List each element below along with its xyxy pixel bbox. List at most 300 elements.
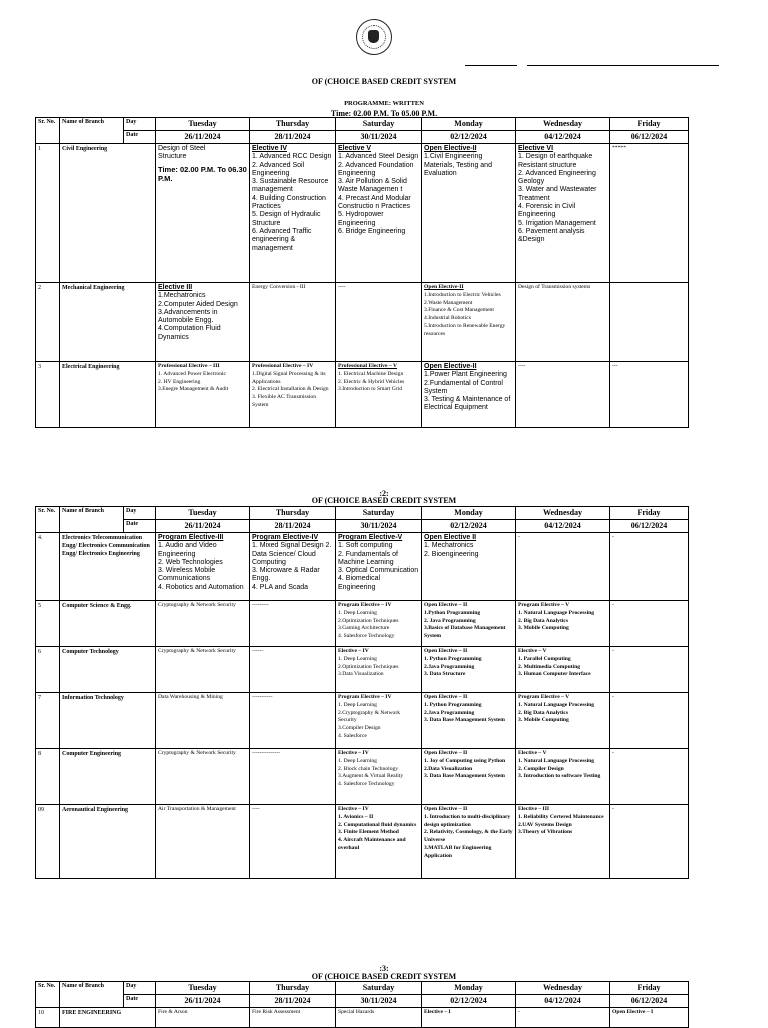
elective-heading: Elective III	[158, 284, 193, 291]
subject-line: 1. Parallel Computing	[518, 655, 571, 662]
subject-line: 3. Microware & Radar Engg.	[252, 567, 320, 583]
column-header-day-4: Wednesday	[516, 982, 610, 995]
subject-line: 2. Bioengineering	[424, 550, 479, 558]
subject-line: 3. Flexible AC Transmission System	[252, 394, 317, 408]
subject-line: 1.Power Plant Engineering	[424, 371, 507, 379]
subject-line: 5. Design of Hydraulic Structure	[252, 211, 321, 227]
elective-heading: Open Elective-II	[424, 363, 477, 370]
column-header-date-1: 28/11/2024	[250, 995, 336, 1008]
exam-subject-cell	[156, 533, 250, 601]
subject-line: Structure	[158, 153, 187, 161]
elective-heading: Elective – V	[518, 750, 547, 756]
column-header-day-3: Monday	[422, 118, 516, 131]
subject-line: 4. Building Construction Practices	[252, 194, 326, 211]
subject-line: 2.Data Visualization	[424, 765, 473, 772]
exam-subject-cell	[250, 283, 336, 362]
subject-line: -----------	[252, 694, 273, 700]
branch-row	[36, 362, 689, 428]
subject-line: 3. Human Computer Interface	[518, 671, 591, 678]
subject-line: 3.Enegre Management & Audit	[158, 386, 229, 393]
branch-name: Computer Engineering	[60, 749, 156, 805]
header-row-date	[36, 131, 689, 144]
exam-subject-cell	[336, 749, 422, 805]
column-header-date-5: 06/12/2024	[610, 520, 689, 533]
exam-subject-cell	[422, 1008, 516, 1028]
subject-line: 1. Mixed Signal Design 2. Data Science/ Cloud Computing	[252, 542, 332, 566]
subject-line: 1. Advanced Steel Design	[338, 153, 419, 161]
subject-line: 6. Pavement analysis &Design	[518, 227, 585, 244]
branch-row	[36, 749, 689, 805]
elective-heading: Program Elective – IV	[338, 694, 392, 700]
subject-line: 1. Electrical Machine Design	[338, 370, 404, 377]
exam-subject-cell	[156, 283, 250, 362]
subject-line: 1. Reliability Certered Maintenance	[518, 813, 604, 820]
subject-line: 1.Python Programming	[424, 609, 481, 616]
subject-line: 2. Electric & Hybrid Vehicles	[338, 378, 405, 385]
subject-line: Design of Steel	[158, 145, 206, 152]
column-header-day-5: Friday	[610, 982, 689, 995]
branch-name: Electronics Telecommunication Engg/ Electronics Communication Engg/ Electronics Engineering	[60, 533, 156, 601]
exam-subject-cell	[250, 805, 336, 879]
label-date: Date	[124, 520, 156, 533]
exam-subject-cell	[156, 1008, 250, 1028]
elective-heading: Open Elective – II	[424, 806, 468, 812]
column-header-date-0: 26/11/2024	[156, 995, 250, 1008]
subject-line: -	[518, 1009, 520, 1015]
subject-line: -	[612, 534, 614, 540]
elective-heading: Elective – IV	[338, 750, 369, 756]
branch-row	[36, 283, 689, 362]
subject-line: 1. Natural Language Processing	[518, 701, 595, 708]
column-header-date-3: 02/12/2024	[422, 520, 516, 533]
subject-line: 2. Java Programming	[424, 617, 476, 624]
subject-line: Fire Risk Assessment	[252, 1009, 301, 1015]
column-header-date-0: 26/11/2024	[156, 131, 250, 144]
exam-subject-cell	[516, 601, 610, 647]
column-header-day-2: Saturday	[336, 118, 422, 131]
subject-line: 2. Computational fluid dynamics	[338, 821, 417, 828]
subject-line: ----	[252, 806, 260, 812]
subject-line: 2. Big Data Analytics	[518, 709, 569, 716]
branch-name: Electrical Engineering	[60, 362, 156, 428]
subject-line: 2.Fundamental of Control System	[424, 379, 503, 395]
subject-line: 1. Introduction to multi-disciplinary design optimization	[424, 813, 511, 828]
elective-heading: Elective – IV	[338, 806, 369, 812]
exam-subject-cell	[422, 647, 516, 693]
serial-number: 7	[36, 693, 60, 749]
elective-heading: Open Elective – II	[424, 648, 468, 654]
column-header-day-3: Monday	[422, 507, 516, 520]
subject-line: 2.Computer Aided Design	[158, 300, 238, 308]
exam-subject-cell	[422, 533, 516, 601]
subject-line: 2.Java Programming	[424, 663, 475, 670]
subject-line: 3.Data Visualization	[338, 671, 384, 678]
exam-schedule-table	[35, 981, 689, 1028]
subject-line: 4.Computation Fluid Dynamics	[158, 325, 221, 341]
subject-line: Energy Conversion - III	[252, 284, 306, 290]
subject-line: Data Warehousing & Mining	[158, 694, 223, 700]
header-row-date	[36, 995, 689, 1008]
subject-line: 1. Deep Learning	[338, 757, 377, 764]
column-header-date-4: 04/12/2024	[516, 995, 610, 1008]
subject-line: 2. Multimedia Computing	[518, 663, 581, 670]
page-title: OF (CHOICE BASED CREDIT SYSTEM	[311, 77, 457, 86]
subject-line: 4. Salesforce	[338, 732, 367, 739]
subject-line: 2. Advanced Foundation Engineering	[338, 161, 414, 177]
elective-heading: Program Elective – IV	[338, 602, 392, 608]
column-header-date-3: 02/12/2024	[422, 131, 516, 144]
exam-subject-cell	[610, 144, 689, 283]
branch-name: Information Technology	[60, 693, 156, 749]
subject-line: 1. Deep Learning	[338, 701, 377, 708]
exam-subject-cell	[516, 805, 610, 879]
exam-subject-cell	[422, 693, 516, 749]
column-header-day-1: Thursday	[250, 118, 336, 131]
elective-heading: Open Elective-II	[424, 284, 464, 290]
exam-time: Time: 02.00 P.M. To 05.00 P.M.	[330, 109, 438, 118]
subject-line: 1. Deep Learning	[338, 609, 377, 616]
subject-line: 6. Advanced Traffic engineering & management	[252, 227, 312, 252]
elective-heading: Program Elective-V	[338, 534, 403, 541]
subject-line: 4. Salesforce Technology	[338, 633, 395, 640]
exam-subject-cell	[610, 1008, 689, 1028]
exam-subject-cell	[156, 144, 250, 283]
exam-subject-cell	[610, 362, 689, 428]
subject-line: ----	[338, 284, 346, 290]
serial-number: 4.	[36, 533, 60, 601]
exam-subject-cell	[336, 144, 422, 283]
exam-schedule-table	[35, 117, 689, 428]
serial-number: 5	[36, 601, 60, 647]
exam-subject-cell	[336, 283, 422, 362]
subject-line: 5. Irrigation Management	[518, 219, 596, 227]
serial-number: 6	[36, 647, 60, 693]
exam-subject-cell	[422, 749, 516, 805]
subject-line: 4. Salesforce Technology	[338, 781, 395, 788]
subject-line: 2. Advanced Engineering Geology	[518, 169, 596, 186]
subject-line: 1.Introduction to Electric Vehicles	[424, 291, 501, 298]
elective-heading: Elective V	[338, 145, 372, 152]
elective-heading: Professional Elective – V	[338, 363, 397, 369]
serial-number: 1	[36, 144, 60, 283]
exam-subject-cell	[422, 601, 516, 647]
elective-heading: Program Elective-III	[158, 534, 224, 541]
subject-line: 3.Theory of Vibrations	[518, 829, 573, 836]
subject-line: 4. PLA and Scada	[252, 583, 309, 591]
subject-line: 1. Natural Language Processing	[518, 609, 595, 616]
exam-subject-cell	[610, 601, 689, 647]
programme-label: PROGRAMME: WRITTEN	[344, 100, 424, 107]
exam-subject-cell	[422, 283, 516, 362]
column-header-date-5: 06/12/2024	[610, 995, 689, 1008]
subject-line: 5.Introduction to Renewable Energy resources	[424, 322, 506, 337]
elective-heading: Elective VI	[518, 145, 554, 152]
subject-line: 2.Waste Management	[424, 299, 473, 306]
exam-subject-cell	[336, 362, 422, 428]
elective-heading: Elective – III	[518, 806, 550, 812]
subject-line: Cryptography & Network Security	[158, 602, 236, 608]
subject-line: Special Hazards	[338, 1009, 375, 1015]
exam-subject-cell	[610, 533, 689, 601]
subject-line: 3. Finite Element Method	[338, 829, 399, 836]
page-2-marker: :2:	[379, 489, 389, 498]
subject-line: 2.Optimization Techniques	[338, 617, 399, 624]
elective-heading: Professional Elective – IV	[252, 363, 314, 369]
exam-subject-cell	[516, 647, 610, 693]
subject-line: 3. Air Pollution & Solid Waste Managemen t	[338, 178, 407, 194]
subject-line: 2.Cryptography & Network Security	[338, 709, 400, 724]
subject-line: -	[612, 806, 614, 812]
subject-line: 4. Robotics and Automation	[158, 583, 244, 591]
column-header-sr: Sr. No.	[36, 507, 60, 533]
label-date: Date	[124, 995, 156, 1008]
subject-line: Elective – I	[424, 1009, 451, 1015]
subject-line: 3.Finance & Cost Management	[424, 307, 494, 314]
branch-row	[36, 533, 689, 601]
subject-line: 3. Sustainable Resource management	[252, 178, 329, 194]
subject-line: 3. Data Base Management System	[424, 717, 505, 724]
branch-row	[36, 1008, 689, 1028]
column-header-day-1: Thursday	[250, 507, 336, 520]
subject-line: 2. Compiler Design	[518, 765, 564, 772]
subject-line: Air Transportation & Management	[158, 806, 236, 812]
elective-heading: Elective – IV	[338, 648, 369, 654]
column-header-day-0: Tuesday	[156, 982, 250, 995]
exam-subject-cell	[250, 749, 336, 805]
elective-heading: Open Elective-II	[424, 145, 477, 152]
column-header-day-2: Saturday	[336, 982, 422, 995]
column-header-date-2: 30/11/2024	[336, 131, 422, 144]
subject-line: ---------	[252, 602, 269, 608]
header-row-day	[36, 507, 689, 520]
subject-line: 3.Augment & Virtual Reality	[338, 773, 404, 780]
branch-row	[36, 601, 689, 647]
subject-line: 2. Advanced Soil Engineering	[252, 161, 305, 177]
subject-line: 2. Fundamentals of Machine Learning	[338, 550, 398, 566]
elective-heading: Open Elective II	[424, 534, 477, 541]
subject-line: 1. Mechatronics	[424, 542, 474, 550]
column-header-date-0: 26/11/2024	[156, 520, 250, 533]
subject-line: 3.Introduction to Smart Grid	[338, 386, 403, 393]
subject-line: 5. Hydropower Engineering	[338, 211, 384, 227]
branch-name: Civil Engineering	[60, 144, 156, 283]
subject-line: 2. Electrical Installation & Design	[252, 386, 329, 393]
subject-line: 1. Python Programming	[424, 701, 482, 708]
exam-subject-cell	[516, 1008, 610, 1028]
subject-line: 1. Soft computing	[338, 542, 393, 550]
subject-line: *****	[612, 145, 626, 151]
serial-number: 10	[36, 1008, 60, 1028]
exam-subject-cell	[156, 362, 250, 428]
branch-row	[36, 647, 689, 693]
branch-name: Computer Technology	[60, 647, 156, 693]
exam-subject-cell	[516, 749, 610, 805]
signature-line-left	[465, 65, 517, 66]
serial-number: 3	[36, 362, 60, 428]
subject-line: 3. Mobile Computing	[518, 717, 569, 724]
serial-number: 2	[36, 283, 60, 362]
subject-line: 2.Java Programming	[424, 709, 475, 716]
column-header-day-1: Thursday	[250, 982, 336, 995]
exam-subject-cell	[610, 693, 689, 749]
elective-heading: Open Elective – II	[424, 750, 468, 756]
page-3-marker: :3:	[379, 964, 389, 973]
elective-heading: Open Elective – II	[424, 602, 468, 608]
exam-subject-cell	[250, 362, 336, 428]
column-header-day-0: Tuesday	[156, 118, 250, 131]
column-header-branch: Name of Branch	[60, 507, 124, 533]
university-seal-logo	[356, 19, 392, 55]
page-2-title: OF (CHOICE BASED CREDIT SYSTEM	[311, 496, 457, 505]
exam-subject-cell	[422, 805, 516, 879]
exam-subject-cell	[516, 144, 610, 283]
subject-line: 3. Optical Communication	[338, 567, 419, 575]
serial-number: 8	[36, 749, 60, 805]
subject-line: 2. Relativity, Cosmology, & the Early Universe	[424, 829, 513, 844]
column-header-day-5: Friday	[610, 118, 689, 131]
subject-line: -	[612, 694, 614, 700]
subject-line: 1. Advanced Power Electronic	[158, 370, 227, 377]
subject-line: -	[612, 602, 614, 608]
column-header-date-3: 02/12/2024	[422, 995, 516, 1008]
subject-line: 1. Natural Language Processing	[518, 757, 595, 764]
exam-subject-cell	[250, 144, 336, 283]
page-3-title: OF (CHOICE BASED CREDIT SYSTEM	[311, 972, 457, 981]
subject-line: 2. Big Data Analytics	[518, 617, 569, 624]
column-header-date-5: 06/12/2024	[610, 131, 689, 144]
subject-line: 2. HV Engineering	[158, 378, 201, 385]
subject-line: Fire & Arson	[158, 1009, 188, 1015]
subject-line: 1. Joy of Computing using Python	[424, 757, 506, 764]
exam-subject-cell	[422, 144, 516, 283]
subject-line: 3. Mobile Computing	[518, 625, 569, 632]
subject-line: 1. Deep Learning	[338, 655, 377, 662]
subject-line: 3.Basics of Database Management System	[424, 625, 506, 640]
exam-subject-cell	[422, 362, 516, 428]
subject-line: -	[612, 750, 614, 756]
exam-subject-cell	[250, 647, 336, 693]
subject-line: Open Elective – I	[612, 1009, 654, 1015]
column-header-date-4: 04/12/2024	[516, 131, 610, 144]
branch-row	[36, 693, 689, 749]
header-row-date	[36, 520, 689, 533]
subject-line: 2. Web Technologies	[158, 558, 223, 566]
exam-subject-cell	[156, 805, 250, 879]
column-header-day-4: Wednesday	[516, 118, 610, 131]
exam-subject-cell	[336, 805, 422, 879]
elective-heading: Program Elective – V	[518, 694, 570, 700]
subject-line: 1.Civil Engineering Materials, Testing and Evaluation	[424, 153, 492, 177]
header-row-day	[36, 118, 689, 131]
subject-line: 3. Water and Wastewater Treatment	[518, 186, 597, 202]
subject-line: 3.Compiler Design	[338, 725, 381, 732]
exam-subject-cell	[336, 693, 422, 749]
exam-subject-cell	[336, 647, 422, 693]
subject-line: 1. Advanced RCC Design	[252, 153, 332, 161]
subject-line: 3. Testing & Maintenance of Electrical Equipment	[424, 396, 511, 412]
branch-name: Aeronautical Engineering	[60, 805, 156, 879]
subject-line: 1. Audio and Video Engineering	[158, 542, 217, 558]
exam-subject-cell	[516, 283, 610, 362]
subject-line: ----	[518, 363, 526, 369]
exam-subject-cell	[610, 647, 689, 693]
subject-line: 3.Gaming Architecture	[338, 625, 390, 632]
subject-line: 3. Data Base Management System	[424, 773, 505, 780]
label-date: Date	[124, 131, 156, 144]
subject-line: Design of Transmission systems	[518, 284, 591, 290]
exam-subject-cell	[156, 749, 250, 805]
exam-subject-cell	[610, 749, 689, 805]
column-header-date-4: 04/12/2024	[516, 520, 610, 533]
branch-name: FIRE ENGINEERING	[60, 1008, 156, 1028]
exam-subject-cell	[250, 693, 336, 749]
subject-line: 4.Industrial Robotics	[424, 315, 471, 322]
subject-line: 2. Block chain Technology	[338, 765, 399, 772]
exam-subject-cell	[156, 601, 250, 647]
column-header-day-5: Friday	[610, 507, 689, 520]
subject-line: 6. Bridge Engineering	[338, 227, 406, 235]
label-day: Day	[124, 507, 156, 520]
branch-name: Computer Science & Engg.	[60, 601, 156, 647]
column-header-sr: Sr. No.	[36, 118, 60, 144]
exam-subject-cell	[516, 693, 610, 749]
exam-subject-cell	[516, 533, 610, 601]
special-time-note: Time: 02.00 P.M. To 06.30 P.M.	[158, 164, 247, 183]
subject-line: 3.MATLAB for Engineering Application	[424, 844, 492, 859]
subject-line: 2.UAV Systems Design	[518, 821, 572, 828]
subject-line: 3. Introduction to software Testing	[518, 773, 601, 780]
subject-line: -	[518, 534, 520, 540]
subject-line: 1. Design of earthquake Resistant structure	[518, 153, 593, 169]
column-header-date-2: 30/11/2024	[336, 520, 422, 533]
serial-number: 09	[36, 805, 60, 879]
exam-subject-cell	[610, 283, 689, 362]
subject-line: Cryptography & Network Security	[158, 750, 236, 756]
exam-subject-cell	[336, 1008, 422, 1028]
signature-line-right	[527, 65, 719, 66]
subject-line: 4. Biomedical Engineering	[338, 575, 381, 591]
column-header-date-1: 28/11/2024	[250, 131, 336, 144]
column-header-day-2: Saturday	[336, 507, 422, 520]
subject-line: 2.Optimization Techniques	[338, 663, 399, 670]
elective-heading: Program Elective – V	[518, 602, 570, 608]
exam-subject-cell	[156, 693, 250, 749]
column-header-branch: Name of Branch	[60, 982, 124, 1008]
subject-line: 1. Python Programming	[424, 655, 482, 662]
exam-subject-cell	[156, 647, 250, 693]
subject-line: 3.Advancements in Automobile Engg.	[158, 308, 218, 325]
elective-heading: Program Elective-IV	[252, 534, 319, 541]
column-header-date-2: 30/11/2024	[336, 995, 422, 1008]
subject-line: 3. Wireless Mobile Communications	[158, 567, 216, 583]
subject-line: 4. Aircraft Maintenance and overhaul	[338, 837, 406, 851]
elective-heading: Elective – V	[518, 648, 547, 654]
exam-subject-cell	[250, 601, 336, 647]
elective-heading: Elective IV	[252, 145, 288, 152]
exam-subject-cell	[516, 362, 610, 428]
subject-line: ---	[612, 363, 618, 369]
subject-line: 4. Precast And Modular Constructio n Practices	[338, 194, 411, 211]
subject-line: ------	[252, 648, 264, 654]
label-day: Day	[124, 982, 156, 995]
subject-line: 1.Digital Signal Processing & its Applications	[252, 370, 326, 385]
column-header-day-4: Wednesday	[516, 507, 610, 520]
subject-line: 4. Forensic in Civil Engineering	[518, 203, 576, 219]
column-header-sr: Sr. No.	[36, 982, 60, 1008]
subject-line: -	[612, 648, 614, 654]
branch-name: Mechanical Engineering	[60, 283, 156, 362]
subject-line: Cryptography & Network Security	[158, 648, 236, 654]
